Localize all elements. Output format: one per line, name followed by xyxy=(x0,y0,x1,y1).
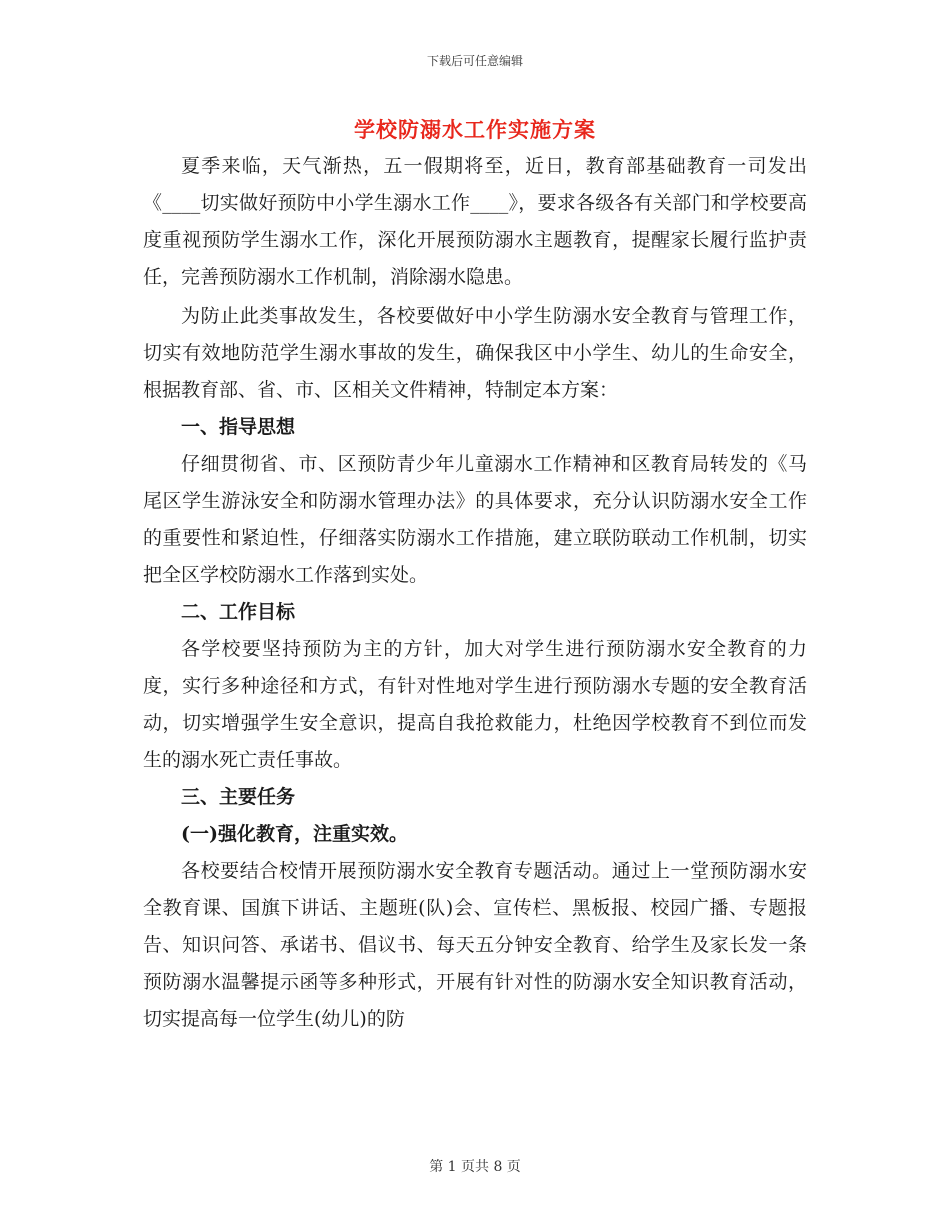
section-heading-main-tasks: 三、主要任务 xyxy=(181,786,296,808)
document-title: 学校防溺水工作实施方案 xyxy=(354,117,596,142)
guiding-thought-paragraph: 仔细贯彻省、市、区预防青少年儿童溺水工作精神和区教育局转发的《马尾区学生游泳安全和防溺水管理办法》的具体要求，充分认识防溺水安全工作的重要性和紧迫性，仔细落实防溺水工作措施，建立联防联动工作机制，切实把全区学校防溺水工作落到实处。 xyxy=(143,453,807,586)
intro-paragraph: 夏季来临，天气渐热，五一假期将至，近日，教育部基础教育一司发出《____切实做好预防中小学生溺水工作____》，要求各级各有关部门和学校要高度重视预防学生溺水工作，深化开展预防溺水主题教育，提醒家长履行监护责任，完善预防溺水工作机制，消除溺水隐患。 xyxy=(143,155,807,288)
page-header-note: 下载后可任意编辑 xyxy=(426,54,523,68)
education-paragraph: 各校要结合校情开展预防溺水安全教育专题活动。通过上一堂预防溺水安全教育课、国旗下讲话、主题班(队)会、宣传栏、黑板报、校园广播、专题报告、知识问答、承诺书、倡议书、每天五分钟安全教育、给学生及家长发一条预防溺水温馨提示函等多种形式，开展有针对性的防溺水安全知识教育活动，切实提高每一位学生(幼儿)的防 xyxy=(143,860,807,1030)
purpose-paragraph: 为防止此类事故发生，各校要做好中小学生防溺水安全教育与管理工作，切实有效地防范学生溺水事故的发生，确保我区中小学生、幼儿的生命安全，根据教育部、省、市、区相关文件精神，特制定本方案： xyxy=(143,305,807,401)
work-goal-paragraph: 各学校要坚持预防为主的方针，加大对学生进行预防溺水安全教育的力度，实行多种途径和方式，有针对性地对学生进行预防溺水专题的安全教育活动，切实增强学生安全意识，提高自我抢救能力，杜绝因学校教育不到位而发生的溺水死亡责任事故。 xyxy=(143,638,807,771)
subsection-heading-education: (一)强化教育，注重实效。 xyxy=(181,823,408,845)
section-heading-work-goal: 二、工作目标 xyxy=(181,601,296,623)
document-body xyxy=(143,148,807,1038)
section-heading-guiding-thought: 一、指导思想 xyxy=(181,416,296,438)
page-number: 第 1 页共 8 页 xyxy=(429,1159,521,1175)
